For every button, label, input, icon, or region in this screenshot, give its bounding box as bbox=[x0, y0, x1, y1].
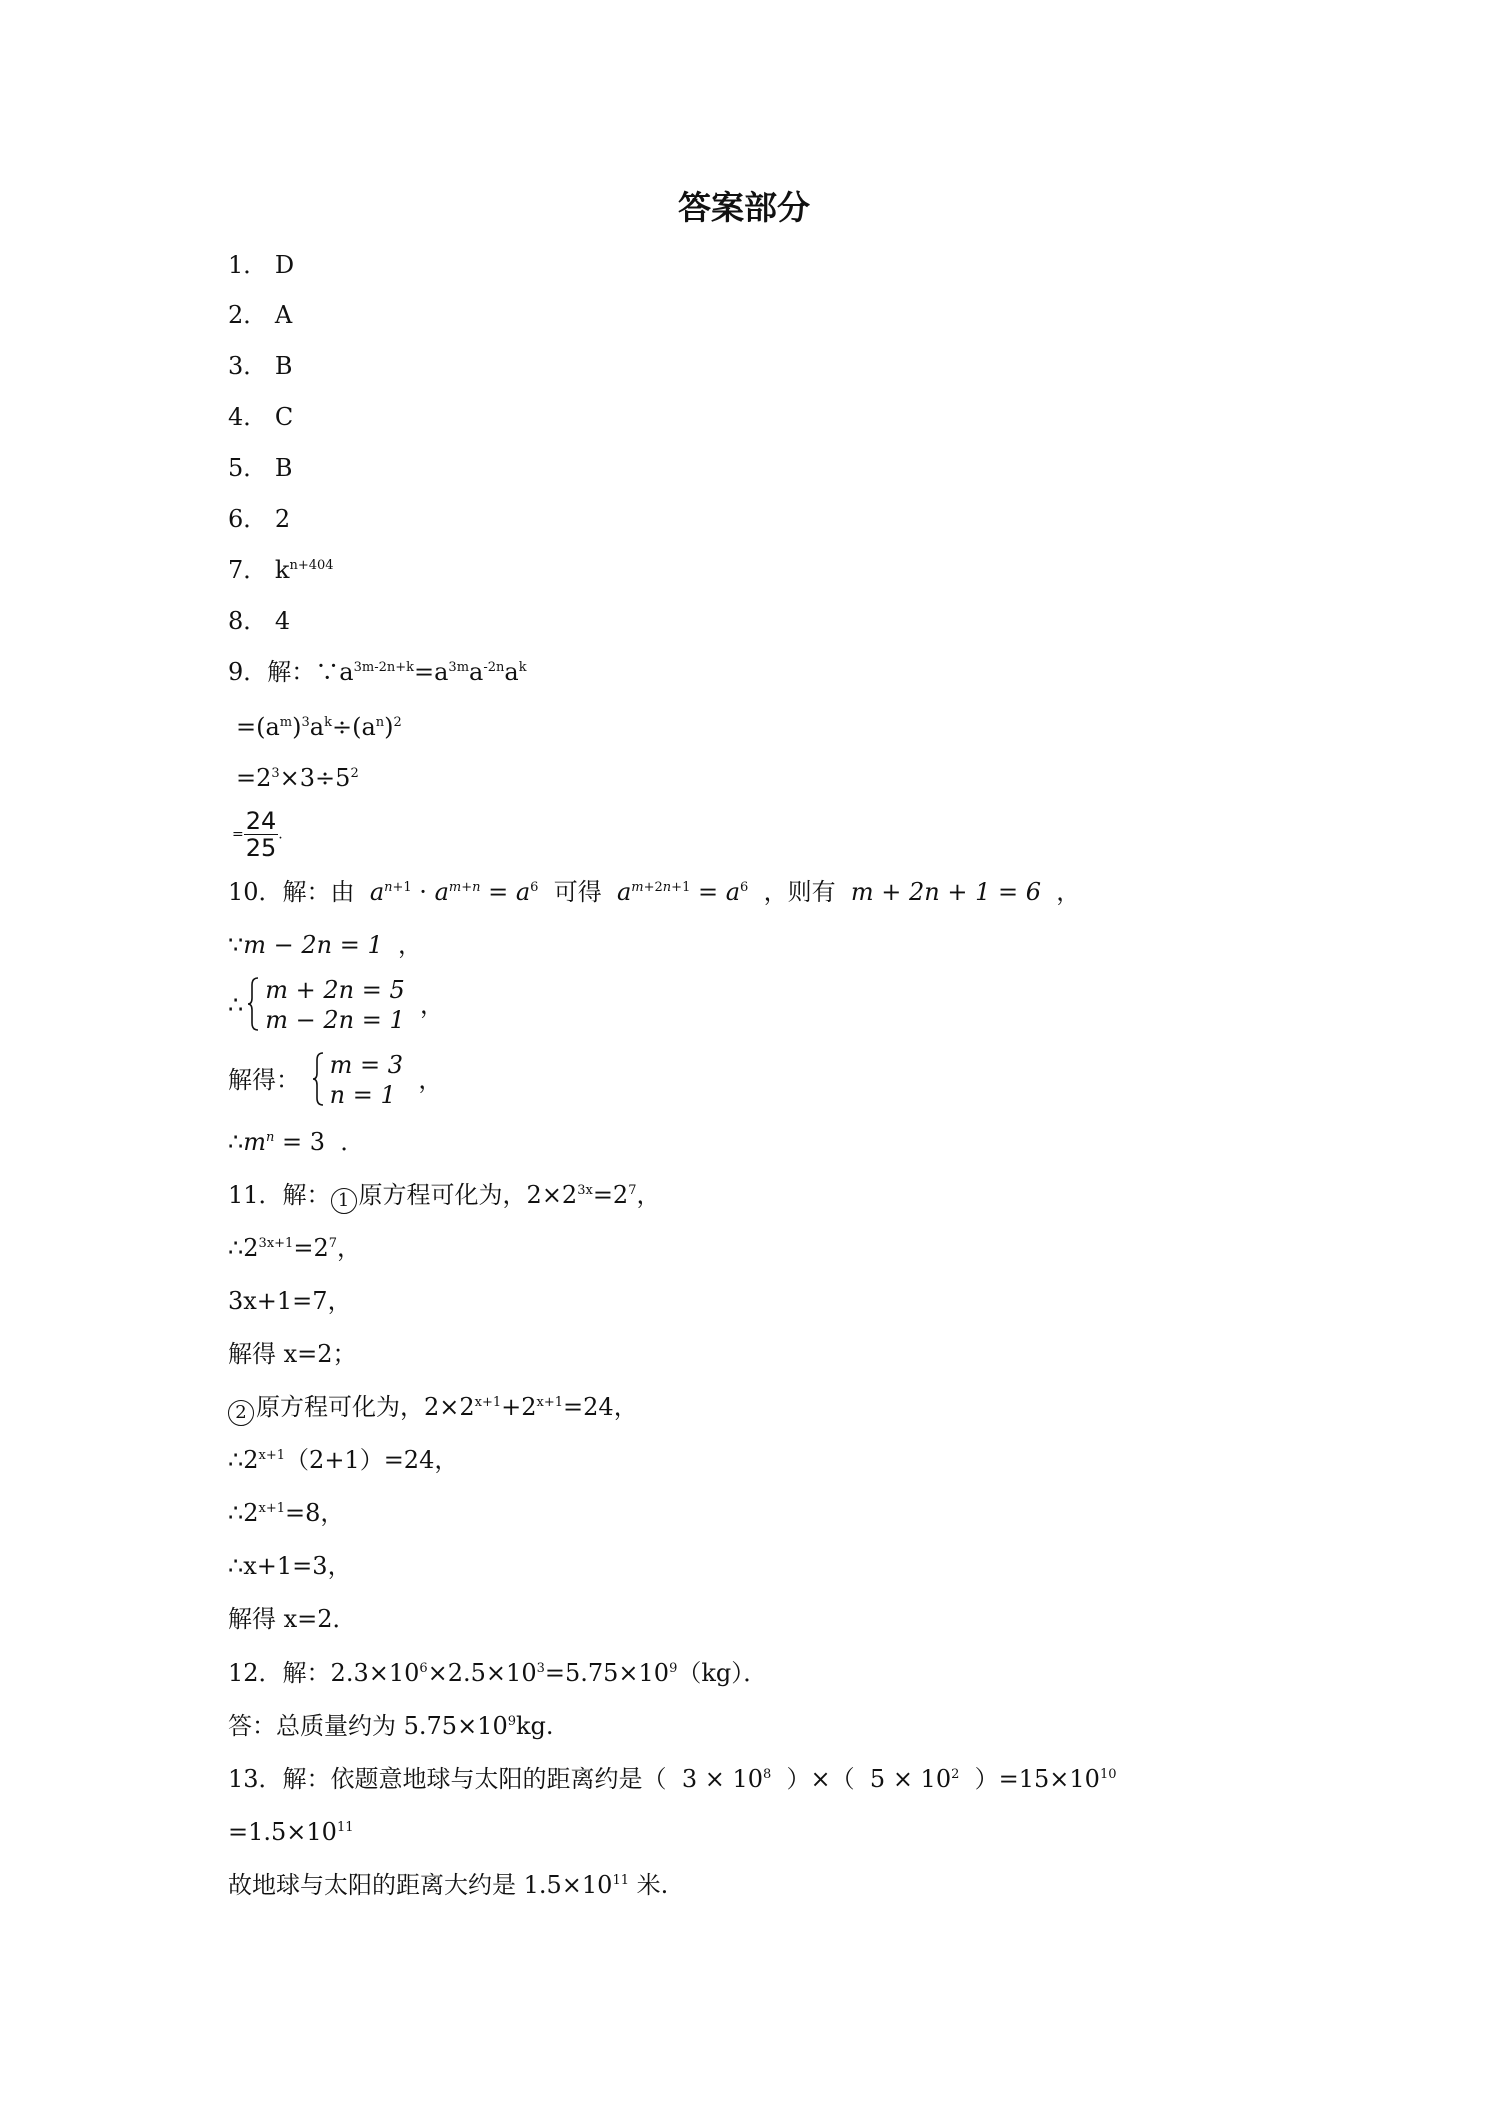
q11-line-8: ∴x+1=3， bbox=[228, 1552, 352, 1580]
q9-line-3: $=2^3\times 3\div 5^2$ bbox=[236, 764, 359, 792]
q11-line-7: $\therefore 2^{x+1}=8$， bbox=[228, 1499, 345, 1527]
q12-line-2: 答：总质量约为 $5.75\times 10^9kg$. bbox=[228, 1712, 554, 1740]
q10-line-2: ∵m − 2n = 1 ， bbox=[228, 931, 423, 959]
q11-line-4: 解得 x=2； bbox=[228, 1340, 357, 1368]
q12-line-1: 12．解：$2.3\times 10^6\times 2.5\times 10^3=5.75\times 10^9(kg)$． bbox=[228, 1659, 768, 1687]
answer-1: 1． D bbox=[228, 251, 295, 279]
page-title: 答案部分 bbox=[678, 188, 810, 227]
answer-4: 4． C bbox=[228, 403, 294, 431]
q13-line-1: 13．解：依题意地球与太阳的距离约是（ $3 \times 10^8$ ）×（ $5 \times 10^2$ ）$=15\times 10^{10}$ bbox=[228, 1765, 1117, 1793]
fraction-24-25: $\frac{24}{25}$ bbox=[245, 807, 277, 862]
q11-line-9: 解得 x=2． bbox=[228, 1605, 357, 1633]
q11-line-2: $\therefore 2^{3x+1}=2^7$， bbox=[228, 1234, 361, 1262]
q13-line-3: 故地球与太阳的距离大约是 $1.5\times 10^{11}$ 米. bbox=[228, 1871, 669, 1899]
circled-number-1: 1 bbox=[331, 1188, 357, 1214]
q11-line-3: 3x+1=7， bbox=[228, 1287, 352, 1315]
q13-line-2: $=1.5\times 10^{11}$ bbox=[228, 1818, 354, 1846]
answer-6: 6． 2 bbox=[228, 505, 291, 533]
q10-line-1: 10．解：由 $a^{n+1} \cdot a^{m+n} = a^6$ 可得 $a^{m+2n+1} = a^6$ ，则有 m + 2n + 1 = 6 ， bbox=[228, 878, 1081, 906]
q11-line-6: $\therefore 2^{x+1}(2+1)=24$， bbox=[228, 1446, 459, 1474]
circled-number-2: 2 bbox=[228, 1400, 254, 1426]
answer-8: 8． 4 bbox=[228, 607, 291, 635]
answer-2: 2． A bbox=[228, 301, 293, 329]
q10-line-4: 解得： m = 3 n = 1 ， bbox=[228, 1051, 443, 1109]
equation-system-2: m = 3 n = 1 bbox=[312, 1050, 403, 1110]
q9-line-2: $=(a^m)^3a^k\div(a^n)^2$ bbox=[236, 713, 402, 741]
q11-line-1: 11．解： 1 原方程可化为，$2\times 2^{3x}=2^7$， bbox=[228, 1180, 660, 1214]
q11-line-5: 2 原方程可化为，$2\times 2^{x+1}+2^{x+1}=24$， bbox=[228, 1392, 638, 1426]
q10-line-5: $\therefore m^n = 3$ ． bbox=[228, 1128, 365, 1156]
q10-line-3: ∴ m + 2n = 5 m − 2n = 1 ， bbox=[228, 976, 445, 1034]
q9-line-1: 9．解：$\because a^{3m-2n+k}=a^{3m}a^{-2n}a^k$ bbox=[228, 658, 527, 686]
answer-3: 3． B bbox=[228, 352, 293, 380]
q9-line-4: = $\frac{24}{25}$ . bbox=[232, 807, 283, 862]
answer-7: 7． $k^{n+404}$ bbox=[228, 556, 334, 584]
answer-5: 5． B bbox=[228, 454, 293, 482]
equation-system-1: m + 2n = 5 m − 2n = 1 bbox=[247, 975, 405, 1035]
